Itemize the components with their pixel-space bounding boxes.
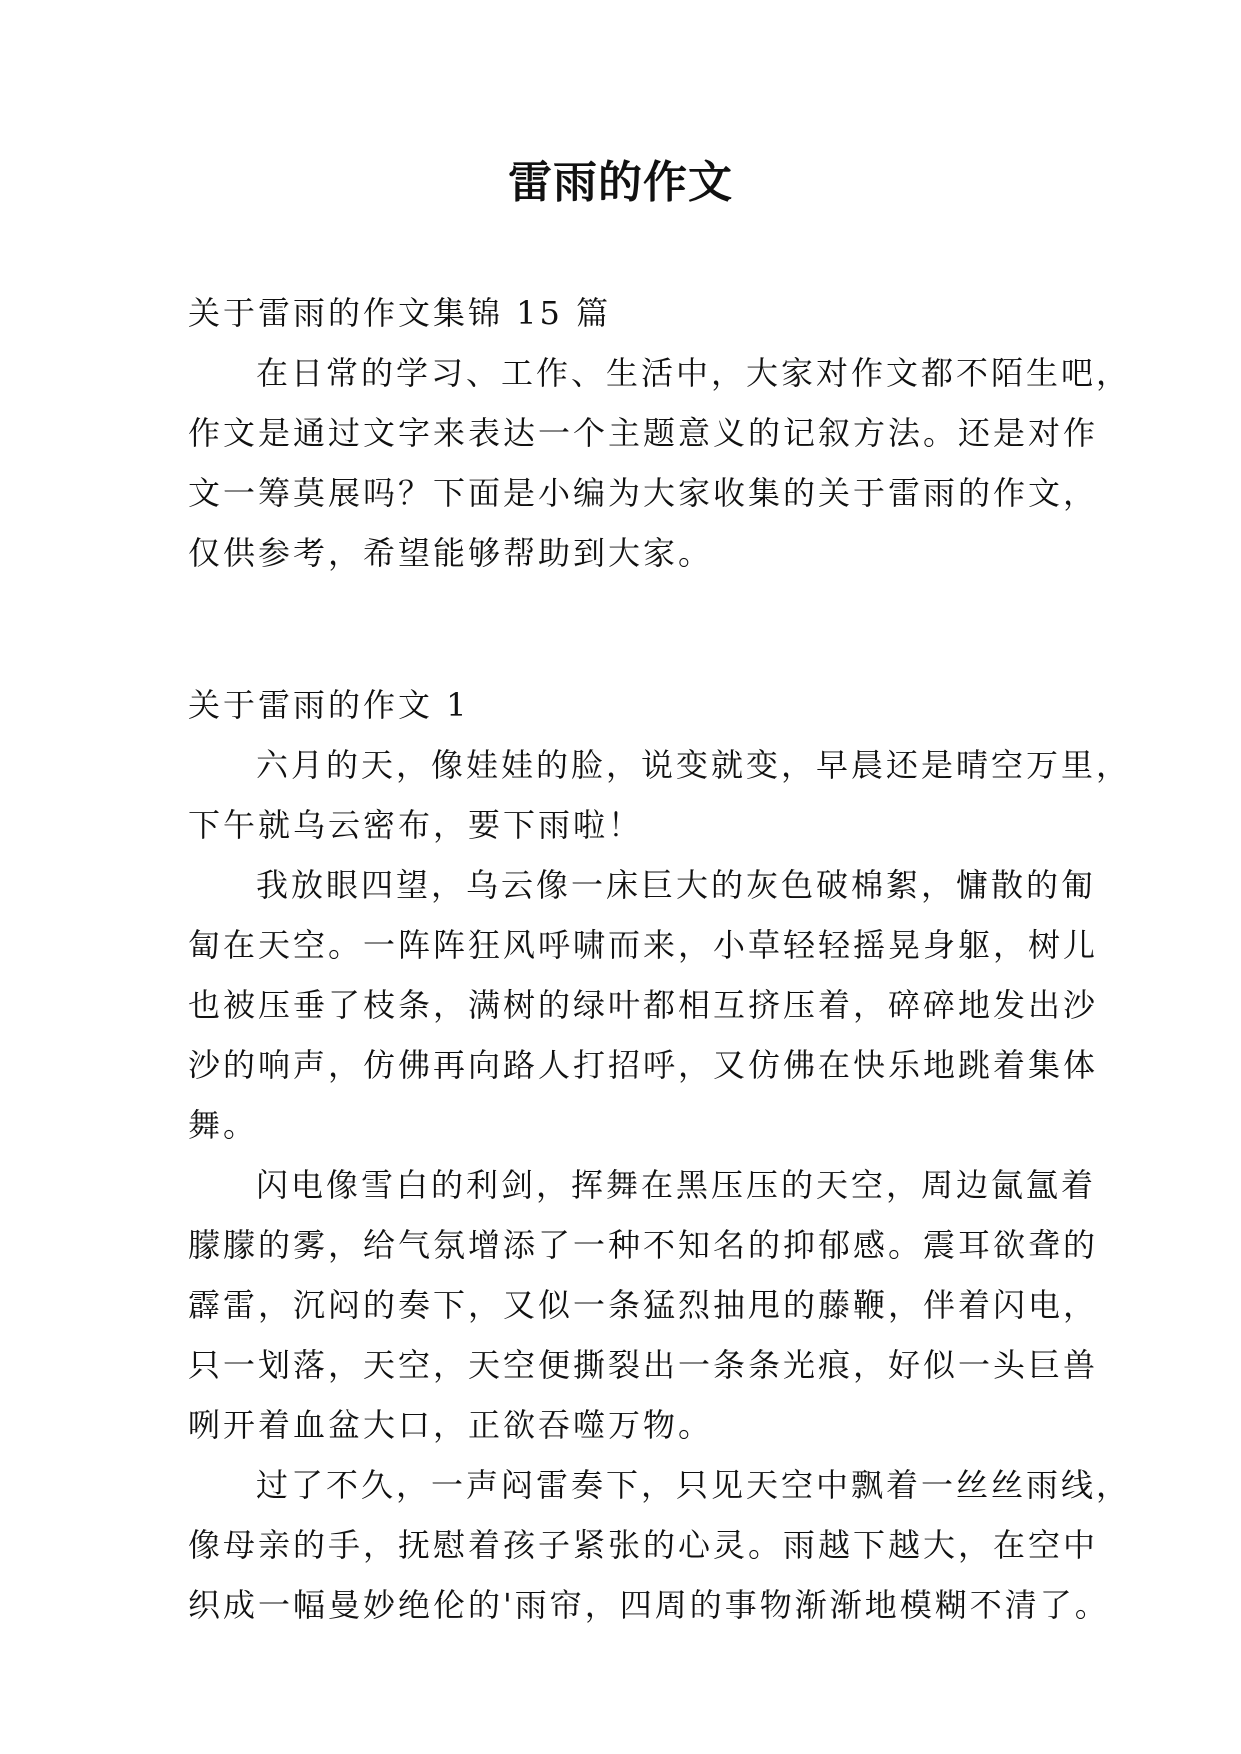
text-line: 霹雷，沉闷的奏下，又似一条猛烈抽甩的藤鞭，伴着闪电， xyxy=(188,1286,1099,1324)
text-line: 舞。 xyxy=(188,1106,259,1144)
text-line: 文一筹莫展吗？下面是小编为大家收集的关于雷雨的作文， xyxy=(188,474,1099,512)
text-line: 闪电像雪白的利剑，挥舞在黑压压的天空，周边氤氲着 xyxy=(256,1166,1097,1204)
text-line: 仅供参考，希望能够帮助到大家。 xyxy=(188,534,714,572)
text-line: 像母亲的手，抚慰着孩子紧张的心灵。雨越下越大，在空中 xyxy=(188,1526,1099,1564)
text-line: 下午就乌云密布，要下雨啦！ xyxy=(188,806,644,844)
text-line: 只一划落，天空，天空便撕裂出一条条光痕，好似一头巨兽 xyxy=(188,1346,1099,1384)
text-line: 我放眼四望，乌云像一床巨大的灰色破棉絮，慵散的匍 xyxy=(256,866,1097,904)
text-line: 咧开着血盆大口，正欲吞噬万物。 xyxy=(188,1406,714,1444)
text-line: 织成一幅曼妙绝伦的'雨帘，四周的事物渐渐地模糊不清了。 xyxy=(188,1586,1110,1624)
text-line: 六月的天，像娃娃的脸，说变就变，早晨还是晴空万里， xyxy=(256,746,1132,784)
text-line: 关于雷雨的作文集锦 15 篇 xyxy=(188,294,612,332)
document-title: 雷雨的作文 xyxy=(508,157,733,208)
text-line: 在日常的学习、工作、生活中，大家对作文都不陌生吧， xyxy=(256,354,1132,392)
document-body xyxy=(188,283,1132,1635)
text-line: 也被压垂了枝条，满树的绿叶都相互挤压着，碎碎地发出沙 xyxy=(188,986,1099,1024)
text-line: 匐在天空。一阵阵狂风呼啸而来，小草轻轻摇晃身躯，树儿 xyxy=(188,926,1099,964)
text-line: 沙的响声，仿佛再向路人打招呼，又仿佛在快乐地跳着集体 xyxy=(188,1046,1099,1084)
text-line: 作文是通过文字来表达一个主题意义的记叙方法。还是对作 xyxy=(188,414,1099,452)
text-line: 朦朦的雾，给气氛增添了一种不知名的抑郁感。震耳欲聋的 xyxy=(188,1226,1099,1264)
text-line: 关于雷雨的作文 1 xyxy=(188,686,470,724)
text-line: 过了不久，一声闷雷奏下，只见天空中飘着一丝丝雨线， xyxy=(256,1466,1132,1504)
paragraph-gap xyxy=(188,599,1068,659)
